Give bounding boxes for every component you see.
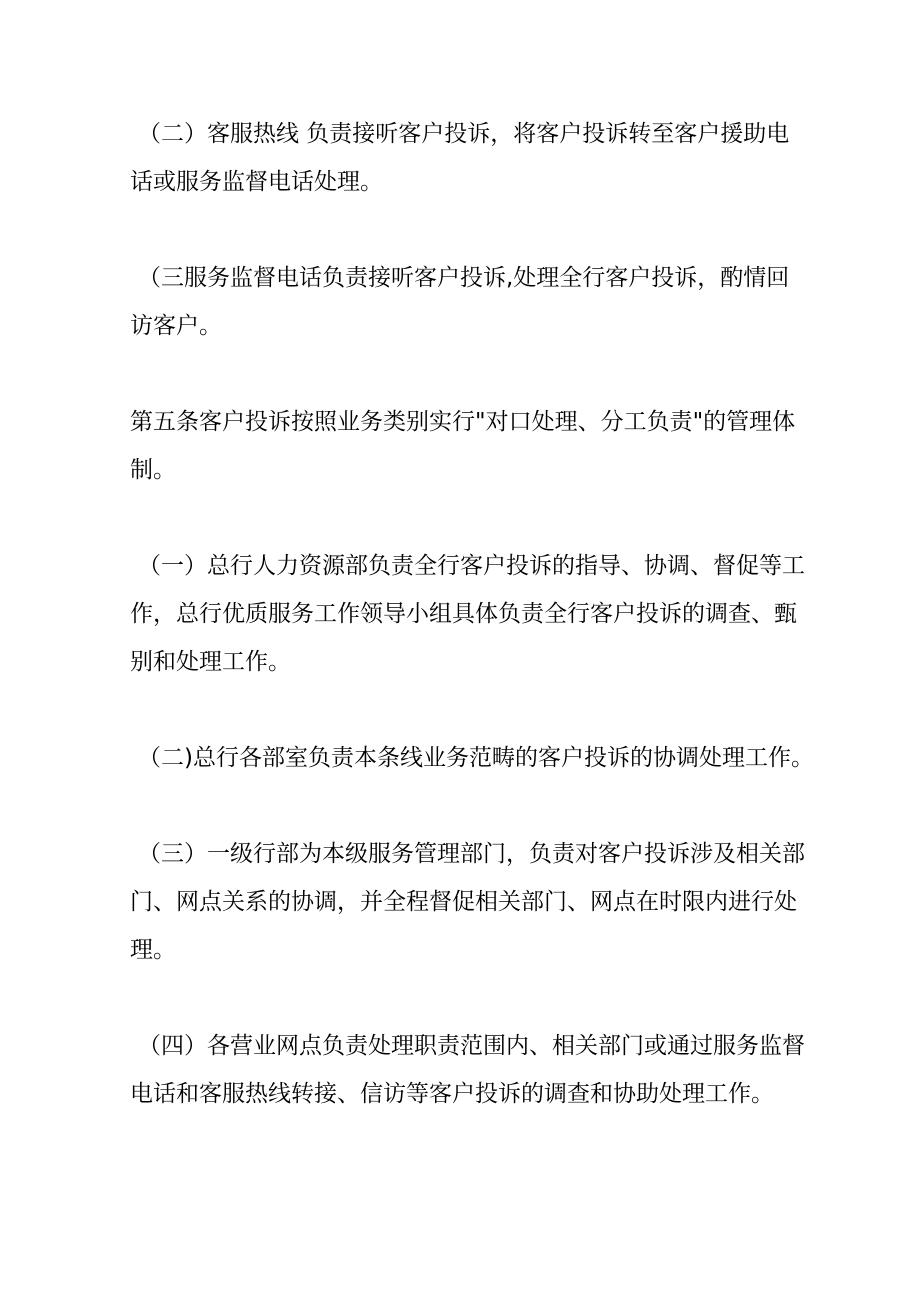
text-line: 作，总行优质服务工作领导小组具体负责全行客户投诉的调查、甄 [130,601,797,627]
paragraph-business-outlets [130,1022,805,1118]
text-line: （四）各营业网点负责处理职责范围内、相关部门或通过服务监督 [138,1033,805,1059]
text-line: （一）总行人力资源部负责全行客户投诉的指导、协调、督促等工 [138,553,805,579]
text-line: 第五条客户投诉按照业务类别实行"对口处理、分工负责"的管理体 [130,409,796,435]
paragraph-article-five [130,398,802,494]
paragraph-first-level-branch [130,830,805,974]
text-line: （三）一级行部为本级服务管理部门，负责对客户投诉涉及相关部 [138,841,805,867]
paragraph-head-office-departments [130,734,814,782]
paragraph-hr-department [130,542,805,686]
text-line: （三服务监督电话负责接听客户投诉,处理全行客户投诉，酌情回 [138,265,790,291]
text-line: 访客户。 [130,313,222,339]
text-line: （二）客服热线 负责接听客户投诉，将客户投诉转至客户援助电 [138,121,790,147]
text-line: 别和处理工作。 [130,649,291,675]
text-line: （二)总行各部室负责本条线业务范畴的客户投诉的协调处理工作。 [138,745,814,771]
text-line: 电话和客服热线转接、信访等客户投诉的调查和协助处理工作。 [130,1081,774,1107]
text-line: 门、网点关系的协调，并全程督促相关部门、网点在时限内进行处 [130,889,797,915]
paragraph-service-supervision [130,254,802,350]
text-line: 话或服务监督电话处理。 [130,169,383,195]
text-line: 理。 [130,937,176,963]
paragraph-customer-hotline [130,110,802,206]
text-line: 制。 [130,457,176,483]
